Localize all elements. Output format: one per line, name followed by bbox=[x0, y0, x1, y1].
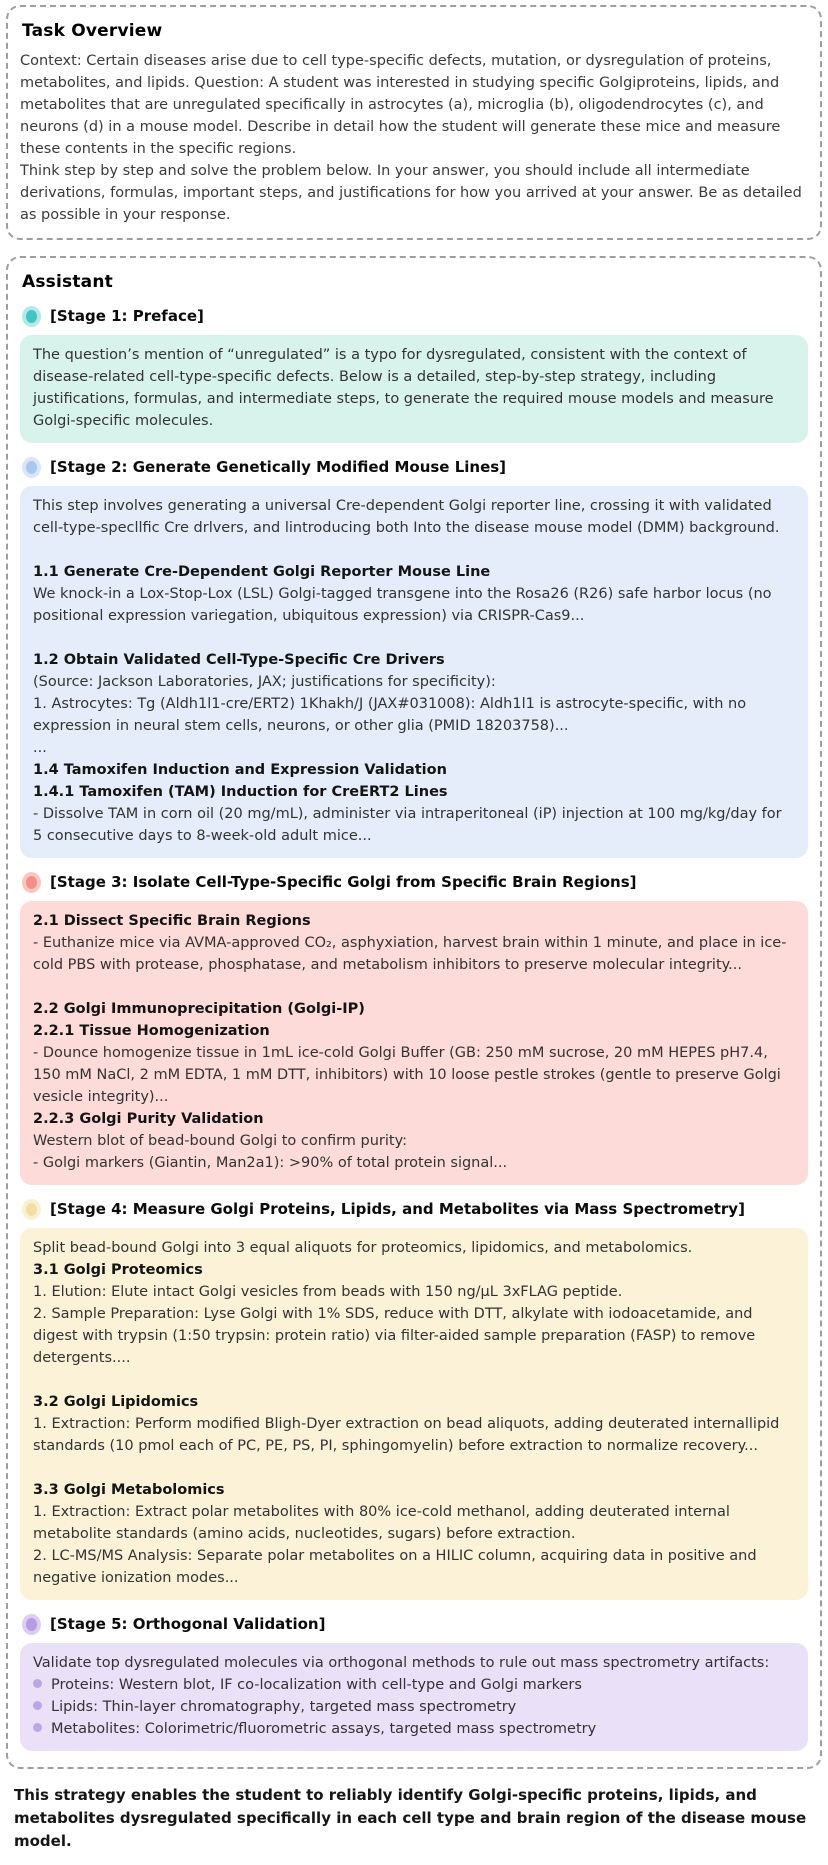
paragraph-gap bbox=[33, 627, 795, 649]
section-heading: 1.4.1 Tamoxifen (TAM) Induction for CreERT2 Lines bbox=[33, 784, 448, 800]
list-item-text: Lipids: Thin-layer chromatography, targeted mass spectrometry bbox=[51, 1699, 517, 1715]
stage-1-bullet-icon bbox=[26, 310, 37, 323]
assistant-title: Assistant bbox=[22, 272, 113, 292]
stage-2-content bbox=[20, 486, 808, 858]
conclusion-text: This strategy enables the student to reliably identify Golgi-specific proteins, lipids, and metabolites dysregulated specifically in each cell type and brain region of the disease mouse model. bbox=[14, 1786, 807, 1850]
assistant-panel bbox=[6, 256, 822, 1769]
task-overview-panel bbox=[6, 5, 822, 240]
body-line: - Dissolve TAM in corn oil (20 mg/mL), administer via intraperitoneal (iP) injection at 100 mg/kg/day for 5 consecutive days to 8-week-old adult mice... bbox=[33, 806, 782, 844]
paragraph-gap bbox=[33, 1369, 795, 1391]
section-heading: 2.2.1 Tissue Homogenization bbox=[33, 1023, 270, 1039]
list-item-text: Proteins: Western blot, IF co-localization with cell-type and Golgi markers bbox=[51, 1677, 582, 1693]
body-line: ... bbox=[33, 740, 47, 756]
stage-1-header bbox=[26, 307, 806, 325]
stage-5-content bbox=[20, 1643, 808, 1751]
stage-3-label: [Stage 3: Isolate Cell-Type-Specific Golgi from Specific Brain Regions] bbox=[50, 873, 637, 891]
body-line: Western blot of bead-bound Golgi to confirm purity: bbox=[33, 1133, 408, 1149]
stage-5-label: [Stage 5: Orthogonal Validation] bbox=[50, 1615, 326, 1633]
paragraph-gap bbox=[33, 539, 795, 561]
stage-5-bullet-icon bbox=[26, 1618, 37, 1631]
body-line: - Dounce homogenize tissue in 1mL ice-cold Golgi Buffer (GB: 250 mM sucrose, 20 mM HEPES pH7.4, 150 mM NaCl, 2 mM EDTA, 1 mM DTT, inhibitors) with 10 loose pestle strokes (gentle to preserve Golgi vesicle integrity)... bbox=[33, 1045, 781, 1105]
section-heading: 1.2 Obtain Validated Cell-Type-Specific Cre Drivers bbox=[33, 652, 445, 668]
list-item-text: Metabolites: Colorimetric/fluorometric assays, targeted mass spectrometry bbox=[51, 1721, 597, 1737]
section-heading: 1.4 Tamoxifen Induction and Expression Validation bbox=[33, 762, 447, 778]
body-line: Split bead-bound Golgi into 3 equal aliquots for proteomics, lipidomics, and metabolomics. bbox=[33, 1240, 693, 1256]
paragraph-gap bbox=[33, 1457, 795, 1479]
stage-4-bullet-icon bbox=[26, 1203, 37, 1216]
task-overview-text bbox=[20, 50, 808, 226]
assistant-stages bbox=[20, 307, 808, 1751]
stage-3-content bbox=[20, 901, 808, 1185]
validation-list-item bbox=[33, 1674, 795, 1696]
body-line: Validate top dysregulated molecules via orthogonal methods to rule out mass spectrometry artifacts: bbox=[33, 1655, 770, 1671]
section-heading: 1.1 Generate Cre-Dependent Golgi Reporter Mouse Line bbox=[33, 564, 491, 580]
body-line: This step involves generating a universal Cre-dependent Golgi reporter line, crossing it with validated cell-type-specllfic Cre drlvers, and lintroducing both Into the disease mouse model (DMM) background. bbox=[33, 498, 780, 536]
validation-list-item bbox=[33, 1718, 795, 1740]
stage-4-label: [Stage 4: Measure Golgi Proteins, Lipids, and Metabolites via Mass Spectrometry] bbox=[50, 1200, 745, 1218]
body-line: 2. Sample Preparation: Lyse Golgi with 1% SDS, reduce with DTT, alkylate with iodoacetamide, and digest with trypsin (1:50 trypsin: protein ratio) via filter-aided sample preparation (FASP) to remove detergents.... bbox=[33, 1306, 756, 1366]
task-paragraph-2: Think step by step and solve the problem below. In your answer, you should include all intermediate derivations, formulas, important steps, and justifications for how you arrived at your answer. Be as detailed as possible in your response. bbox=[20, 163, 802, 223]
list-dot-icon bbox=[33, 1679, 42, 1688]
stage-3-header bbox=[26, 873, 806, 891]
stage-2-header bbox=[26, 458, 806, 476]
section-heading: 3.1 Golgi Proteomics bbox=[33, 1262, 203, 1278]
section-heading: 3.2 Golgi Lipidomics bbox=[33, 1394, 199, 1410]
body-line: - Golgi markers (Giantin, Man2a1): >90% of total protein signal... bbox=[33, 1155, 508, 1171]
list-dot-icon bbox=[33, 1723, 42, 1732]
body-line: 1. Elution: Elute intact Golgi vesicles from beads with 150 ng/μL 3xFLAG peptide. bbox=[33, 1284, 623, 1300]
validation-list-item bbox=[33, 1696, 795, 1718]
body-line: 1. Extraction: Extract polar metabolites with 80% ice-cold methanol, adding deuterated internal metabolite standards (amino acids, nucleotides, sugars) before extraction. bbox=[33, 1504, 730, 1542]
body-line: The question’s mention of “unregulated” is a typo for dysregulated, consistent with the context of disease-related cell-type-specific defects. Below is a detailed, step-by-step strategy, including justifications, formulas, and intermediate steps, to generate the required mouse models and measure Golgi-specific molecules. bbox=[33, 347, 774, 429]
body-line: 1. Astrocytes: Tg (Aldh1l1-cre/ERT2) 1Khakh/J (JAX#031008): Aldh1l1 is astrocyte-specific, with no expression in neural stem cells, neurons, or other glia (PMID 18203758)... bbox=[33, 696, 747, 734]
list-dot-icon bbox=[33, 1701, 42, 1710]
task-overview-title: Task Overview bbox=[22, 21, 163, 41]
stage-1-label: [Stage 1: Preface] bbox=[50, 307, 204, 325]
section-heading: 2.2 Golgi Immunoprecipitation (Golgi-IP) bbox=[33, 1001, 365, 1017]
body-line: 1. Extraction: Perform modified Bligh-Dyer extraction on bead aliquots, adding deuterated internallipid standards (10 pmol each of PC, PE, PS, PI, sphingomyelin) before extraction to normalize recovery... bbox=[33, 1416, 780, 1454]
stage-3-bullet-icon bbox=[26, 876, 37, 889]
stage-4-content bbox=[20, 1228, 808, 1600]
stage-2-bullet-icon bbox=[26, 461, 37, 474]
section-heading: 2.1 Dissect Specific Brain Regions bbox=[33, 913, 311, 929]
body-line: (Source: Jackson Laboratories, JAX; justifications for specificity): bbox=[33, 674, 496, 690]
stage-5-header bbox=[26, 1615, 806, 1633]
section-heading: 2.2.3 Golgi Purity Validation bbox=[33, 1111, 264, 1127]
stage-2-label: [Stage 2: Generate Genetically Modified Mouse Lines] bbox=[50, 458, 507, 476]
paragraph-gap bbox=[33, 976, 795, 998]
body-line: 2. LC-MS/MS Analysis: Separate polar metabolites on a HILIC column, acquiring data in positive and negative ionization modes... bbox=[33, 1548, 757, 1586]
body-line: We knock-in a Lox-Stop-Lox (LSL) Golgi-tagged transgene into the Rosa26 (R26) safe harbor locus (no positional expression variegation, ubiquitous expression) via CRISPR-Cas9... bbox=[33, 586, 772, 624]
task-paragraph-1: Context: Certain diseases arise due to cell type-specific defects, mutation, or dysregulation of proteins, metabolites, and lipids. Question: A student was interested in studying specific Golgiproteins, lipids, and metabolites that are unregulated specifically in astrocytes (a), microglia (b), oligodendrocytes (c), and neurons (d) in a mouse model. Describe in detail how the student will generate these mice and measure these contents in the specific regions. bbox=[20, 53, 781, 157]
stage-4-header bbox=[26, 1200, 806, 1218]
body-line: - Euthanize mice via AVMA-approved CO₂, asphyxiation, harvest brain within 1 minute, and place in ice-cold PBS with protease, phosphatase, and metabolism inhibitors to preserve molecular integrity... bbox=[33, 935, 787, 973]
stage-1-content bbox=[20, 335, 808, 443]
section-heading: 3.3 Golgi Metabolomics bbox=[33, 1482, 225, 1498]
